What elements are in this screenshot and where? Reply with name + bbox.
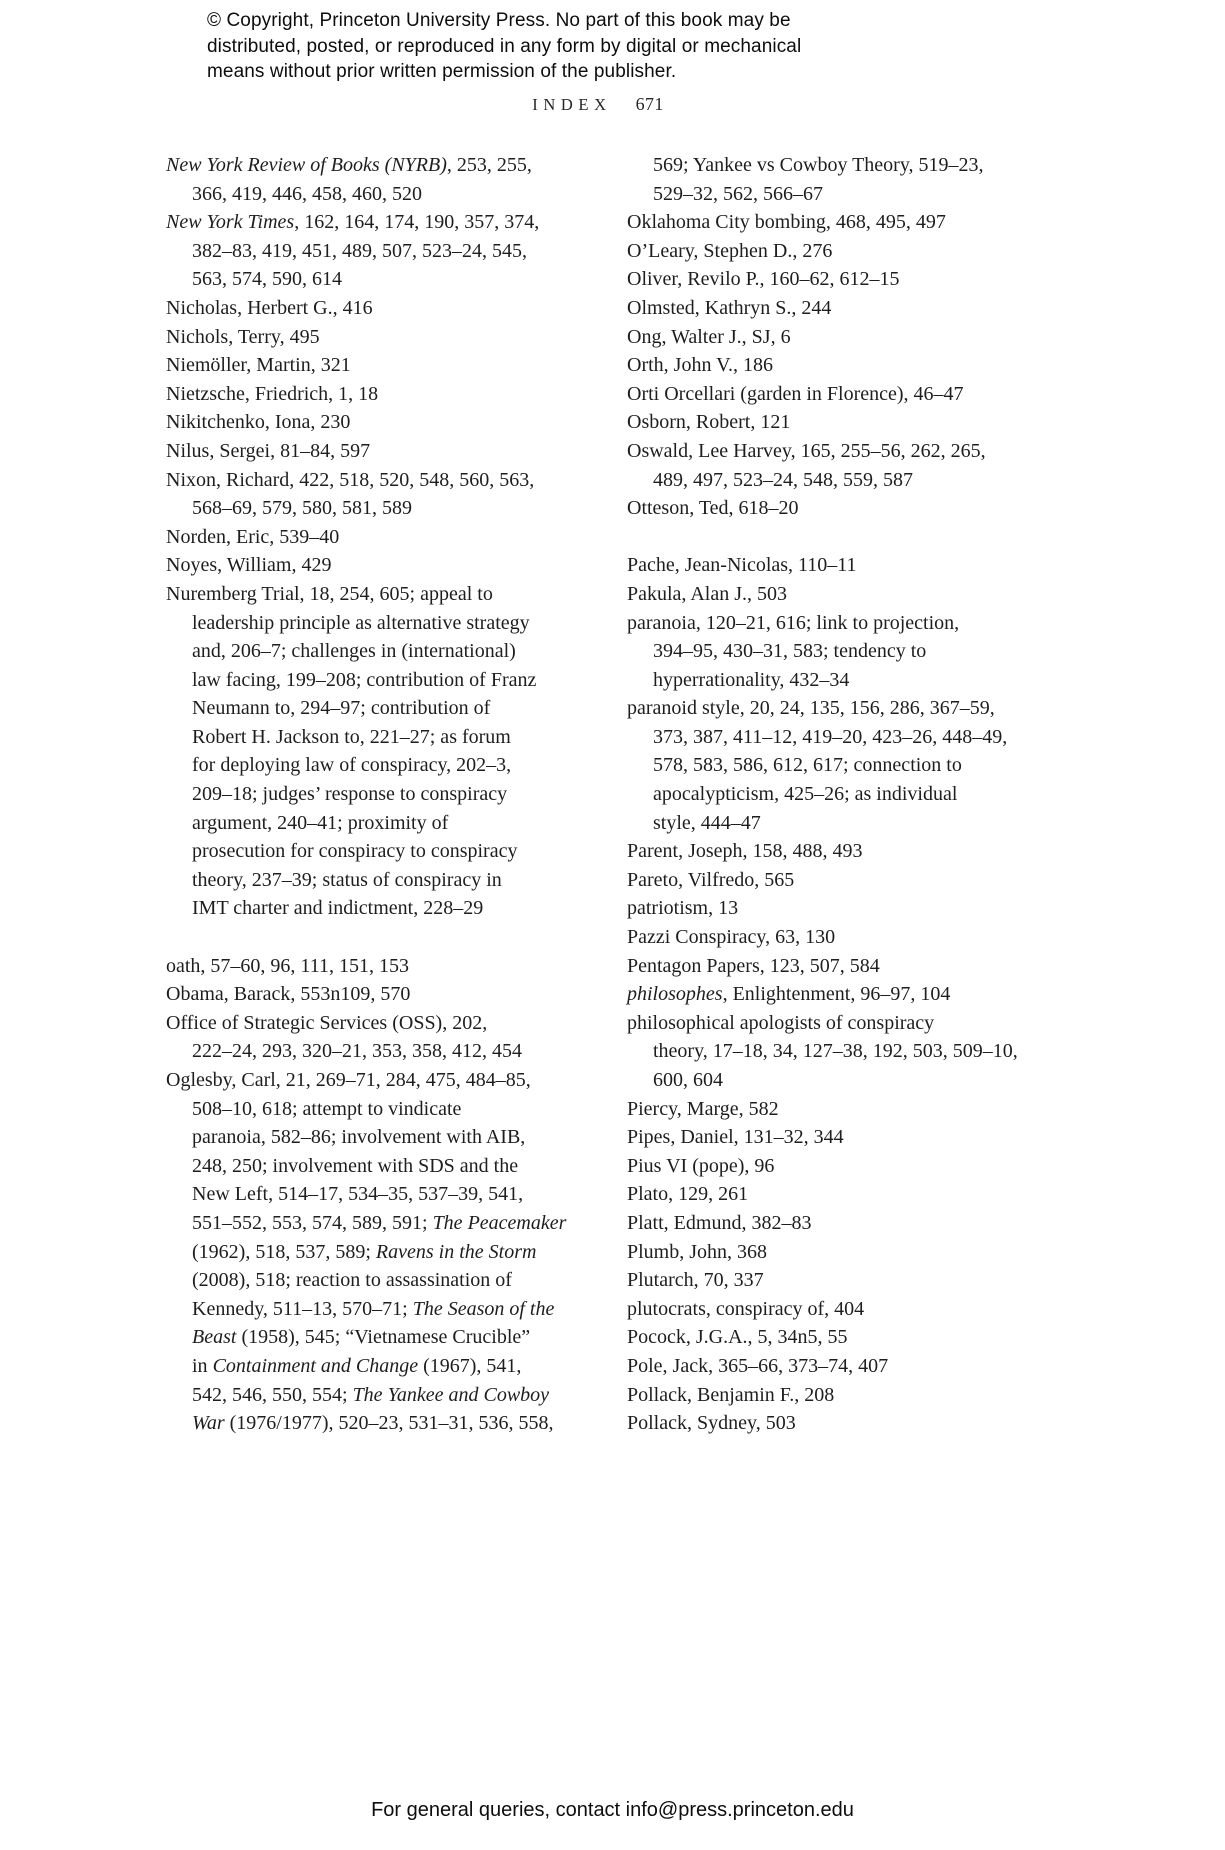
plain-text: Orti Orcellari (garden in Florence), 46–47 — [627, 382, 964, 405]
plain-text: Pole, Jack, 365–66, 373–74, 407 — [627, 1354, 889, 1377]
index-line — [627, 1209, 1055, 1238]
index-line — [627, 580, 1055, 609]
plain-text: (1967), 541, — [418, 1354, 522, 1377]
plain-text: Niemöller, Martin, 321 — [166, 354, 351, 377]
plain-text: , 162, 164, 174, 190, 357, 374, — [294, 211, 540, 234]
plain-text: Oklahoma City bombing, 468, 495, 497 — [627, 211, 946, 234]
plain-text: patriotism, 13 — [627, 897, 739, 920]
italic-text: War — [192, 1412, 225, 1435]
plain-text: Pareto, Vilfredo, 565 — [627, 868, 795, 891]
index-line — [627, 380, 1055, 409]
index-line — [627, 923, 1055, 952]
italic-text: The Peacemaker — [432, 1211, 567, 1234]
italic-text: New York Times — [166, 211, 295, 234]
plain-text: 568–69, 579, 580, 581, 589 — [192, 497, 412, 520]
index-line — [166, 466, 594, 495]
index-line — [166, 723, 594, 752]
index-line — [166, 237, 594, 266]
plain-text: 209–18; judges’ response to conspiracy — [192, 783, 508, 806]
plain-text: philosophical apologists of conspiracy — [627, 1011, 935, 1034]
plain-text: , Enlightenment, 96–97, 104 — [722, 983, 951, 1006]
plain-text: 600, 604 — [653, 1069, 723, 1091]
index-line — [166, 180, 594, 209]
index-line — [166, 1037, 594, 1066]
italic-text: philosophes — [627, 983, 723, 1006]
plain-text: oath, 57–60, 96, 111, 151, 153 — [166, 954, 409, 977]
index-line — [166, 208, 594, 237]
plain-text: Pius VI (pope), 96 — [627, 1154, 775, 1177]
index-line — [627, 180, 1055, 209]
index-line — [627, 1409, 1055, 1438]
copyright-line: © Copyright, Princeton University Press. No part of this book may be — [207, 10, 791, 31]
index-line — [166, 637, 594, 666]
plain-text: , 253, 255, — [446, 154, 532, 176]
plain-text: 542, 546, 550, 554; — [192, 1383, 353, 1406]
index-line — [166, 866, 594, 895]
plain-text: Piercy, Marge, 582 — [627, 1097, 779, 1120]
plain-text: Robert H. Jackson to, 221–27; as forum — [192, 725, 511, 748]
index-line — [166, 437, 594, 466]
index-line — [627, 894, 1055, 923]
index-line — [166, 1009, 594, 1038]
plain-text: Pipes, Daniel, 131–32, 344 — [627, 1126, 844, 1149]
index-line — [627, 1381, 1055, 1410]
italic-text: Containment and Change — [212, 1354, 419, 1377]
plain-text: Nixon, Richard, 422, 518, 520, 548, 560, 563, — [166, 468, 535, 491]
plain-text: and, 206–7; challenges in (international) — [192, 640, 516, 663]
index-line — [166, 1295, 594, 1324]
index-line — [627, 208, 1055, 237]
index-right-column — [627, 151, 1055, 1438]
index-line — [166, 1323, 594, 1352]
index-line — [166, 609, 594, 638]
copyright-notice — [207, 8, 801, 85]
plain-text: 373, 387, 411–12, 419–20, 423–26, 448–49, — [653, 725, 1008, 748]
plain-text: 394–95, 430–31, 583; tendency to — [653, 640, 927, 663]
italic-text: New York Review of Books (NYRB) — [166, 154, 447, 176]
plain-text: Office of Strategic Services (OSS), 202, — [166, 1011, 488, 1034]
italic-text: The Season of the — [412, 1297, 555, 1320]
plain-text: law facing, 199–208; contribution of Franz — [192, 668, 537, 691]
plain-text: apocalypticism, 425–26; as individual — [653, 783, 958, 806]
index-line — [166, 1409, 594, 1438]
index-line — [627, 1095, 1055, 1124]
index-line — [627, 694, 1055, 723]
footer-contact: For general queries, contact info@press.princeton.edu — [371, 1799, 854, 1821]
plain-text: 578, 583, 586, 612, 617; connection to — [653, 754, 962, 777]
index-line — [166, 780, 594, 809]
index-line — [627, 1238, 1055, 1267]
plain-text: 248, 250; involvement with SDS and the — [192, 1154, 519, 1177]
plain-text: paranoia, 120–21, 616; link to projection, — [627, 611, 960, 634]
plain-text: New Left, 514–17, 534–35, 537–39, 541, — [192, 1183, 524, 1206]
plain-text: Pollack, Sydney, 503 — [627, 1412, 796, 1435]
index-line — [166, 1123, 594, 1152]
index-line — [627, 866, 1055, 895]
index-line — [627, 1266, 1055, 1295]
section-gap — [166, 923, 594, 952]
plain-text: (1976/1977), 520–23, 531–31, 536, 558, — [224, 1412, 554, 1435]
plain-text: Nietzsche, Friedrich, 1, 18 — [166, 382, 379, 405]
index-line — [627, 1180, 1055, 1209]
plain-text: Nicholas, Herbert G., 416 — [166, 296, 373, 319]
section-gap — [627, 523, 1055, 552]
plain-text: hyperrationality, 432–34 — [653, 668, 850, 691]
plain-text: Pache, Jean-Nicolas, 110–11 — [627, 554, 857, 577]
plain-text: Platt, Edmund, 382–83 — [627, 1211, 812, 1234]
plain-text: (1958), 545; “Vietnamese Crucible” — [236, 1326, 531, 1349]
italic-text: The Yankee and Cowboy — [352, 1383, 550, 1406]
plain-text: Otteson, Ted, 618–20 — [627, 497, 799, 520]
plain-text: theory, 17–18, 34, 127–38, 192, 503, 509–10, — [653, 1040, 1018, 1063]
index-line — [627, 609, 1055, 638]
index-line — [627, 265, 1055, 294]
index-line — [627, 1152, 1055, 1181]
index-line — [166, 323, 594, 352]
plain-text: leadership principle as alternative strategy — [192, 611, 530, 634]
index-line — [166, 952, 594, 981]
plain-text: plutocrats, conspiracy of, 404 — [627, 1297, 865, 1320]
index-line — [166, 408, 594, 437]
index-line — [627, 952, 1055, 981]
plain-text: 489, 497, 523–24, 548, 559, 587 — [653, 468, 913, 491]
index-line — [627, 809, 1055, 838]
copyright-line: means without prior written permission of the publisher. — [207, 61, 677, 82]
index-line — [166, 1180, 594, 1209]
index-line — [627, 751, 1055, 780]
index-line — [166, 1238, 594, 1267]
index-line — [166, 666, 594, 695]
index-line — [166, 1266, 594, 1295]
index-line — [166, 294, 594, 323]
plain-text: (2008), 518; reaction to assassination of — [192, 1269, 512, 1292]
index-line — [166, 265, 594, 294]
index-line — [166, 351, 594, 380]
index-line — [166, 751, 594, 780]
index-line — [166, 551, 594, 580]
index-line — [166, 1066, 594, 1095]
index-line — [166, 694, 594, 723]
index-line — [166, 1152, 594, 1181]
index-line — [627, 151, 1055, 180]
index-line — [627, 408, 1055, 437]
page-number: 671 — [635, 94, 664, 114]
running-head — [167, 94, 1029, 115]
plain-text: Pentagon Papers, 123, 507, 584 — [627, 954, 880, 977]
plain-text: Oswald, Lee Harvey, 165, 255–56, 262, 265, — [627, 439, 986, 462]
italic-text: Beast — [192, 1326, 237, 1349]
index-line — [166, 894, 594, 923]
index-line — [166, 151, 594, 180]
plain-text: paranoia, 582–86; involvement with AIB, — [192, 1126, 526, 1149]
index-line — [166, 1209, 594, 1238]
index-line — [627, 323, 1055, 352]
plain-text: paranoid style, 20, 24, 135, 156, 286, 367–59, — [627, 697, 995, 720]
plain-text: Nichols, Terry, 495 — [166, 325, 320, 348]
copyright-line: distributed, posted, or reproduced in any form by digital or mechanical — [207, 35, 802, 57]
plain-text: 563, 574, 590, 614 — [192, 268, 342, 291]
index-line — [627, 551, 1055, 580]
plain-text: Nilus, Sergei, 81–84, 597 — [166, 439, 371, 462]
plain-text: Plutarch, 70, 337 — [627, 1269, 764, 1292]
italic-text: Ravens in the Storm — [375, 1240, 537, 1263]
plain-text: for deploying law of conspiracy, 202–3, — [192, 754, 512, 777]
index-line — [627, 1352, 1055, 1381]
plain-text: Neumann to, 294–97; contribution of — [192, 697, 491, 720]
index-title: INDEX — [532, 95, 612, 114]
index-line — [627, 237, 1055, 266]
index-line — [627, 1009, 1055, 1038]
index-line — [627, 466, 1055, 495]
index-line — [627, 1123, 1055, 1152]
plain-text: Orth, John V., 186 — [627, 354, 773, 377]
plain-text: O’Leary, Stephen D., 276 — [627, 239, 833, 262]
index-line — [627, 666, 1055, 695]
index-line — [166, 523, 594, 552]
plain-text: Norden, Eric, 539–40 — [166, 525, 340, 548]
plain-text: 366, 419, 446, 458, 460, 520 — [192, 182, 422, 205]
index-line — [627, 437, 1055, 466]
index-line — [627, 637, 1055, 666]
index-line — [627, 494, 1055, 523]
plain-text: 508–10, 618; attempt to vindicate — [192, 1097, 462, 1120]
index-line — [627, 780, 1055, 809]
plain-text: Oglesby, Carl, 21, 269–71, 284, 475, 484–85, — [166, 1069, 531, 1091]
index-line — [627, 980, 1055, 1009]
plain-text: Plato, 129, 261 — [627, 1183, 749, 1206]
index-line — [166, 980, 594, 1009]
plain-text: Nikitchenko, Iona, 230 — [166, 411, 351, 434]
plain-text: Osborn, Robert, 121 — [627, 411, 791, 434]
plain-text: Kennedy, 511–13, 570–71; — [192, 1297, 413, 1320]
plain-text: Ong, Walter J., SJ, 6 — [627, 325, 791, 348]
plain-text: Pocock, J.G.A., 5, 34n5, 55 — [627, 1326, 848, 1349]
index-line — [627, 1295, 1055, 1324]
plain-text: Noyes, William, 429 — [166, 554, 332, 577]
index-line — [166, 580, 594, 609]
plain-text: Olmsted, Kathryn S., 244 — [627, 296, 832, 319]
plain-text: 551–552, 553, 574, 589, 591; — [192, 1211, 433, 1234]
index-line — [166, 1095, 594, 1124]
index-line — [166, 1381, 594, 1410]
plain-text: prosecution for conspiracy to conspiracy — [192, 840, 518, 863]
plain-text: Oliver, Revilo P., 160–62, 612–15 — [627, 268, 900, 291]
plain-text: Parent, Joseph, 158, 488, 493 — [627, 840, 863, 863]
index-left-column — [166, 151, 594, 1438]
plain-text: Plumb, John, 368 — [627, 1240, 768, 1263]
plain-text: 569; Yankee vs Cowboy Theory, 519–23, — [653, 154, 984, 176]
index-line — [627, 1037, 1055, 1066]
index-line — [627, 294, 1055, 323]
plain-text: 382–83, 419, 451, 489, 507, 523–24, 545, — [192, 239, 527, 262]
index-line — [166, 809, 594, 838]
index-line — [627, 351, 1055, 380]
plain-text: IMT charter and indictment, 228–29 — [192, 897, 484, 920]
plain-text: Pakula, Alan J., 503 — [627, 582, 787, 605]
plain-text: theory, 237–39; status of conspiracy in — [192, 868, 502, 891]
index-line — [627, 1066, 1055, 1095]
plain-text: argument, 240–41; proximity of — [192, 811, 449, 834]
index-line — [166, 380, 594, 409]
plain-text: Obama, Barack, 553n109, 570 — [166, 983, 411, 1006]
plain-text: in — [192, 1354, 213, 1377]
plain-text: Nuremberg Trial, 18, 254, 605; appeal to — [166, 582, 493, 605]
index-line — [627, 723, 1055, 752]
index-line — [627, 1323, 1055, 1352]
plain-text: 529–32, 562, 566–67 — [653, 182, 823, 205]
index-line — [166, 494, 594, 523]
plain-text: Pollack, Benjamin F., 208 — [627, 1383, 835, 1406]
plain-text: style, 444–47 — [653, 811, 761, 834]
plain-text: (1962), 518, 537, 589; — [192, 1240, 376, 1263]
plain-text: Pazzi Conspiracy, 63, 130 — [627, 926, 836, 949]
index-line — [166, 1352, 594, 1381]
index-line — [627, 837, 1055, 866]
index-line — [166, 837, 594, 866]
plain-text: 222–24, 293, 320–21, 353, 358, 412, 454 — [192, 1040, 522, 1063]
